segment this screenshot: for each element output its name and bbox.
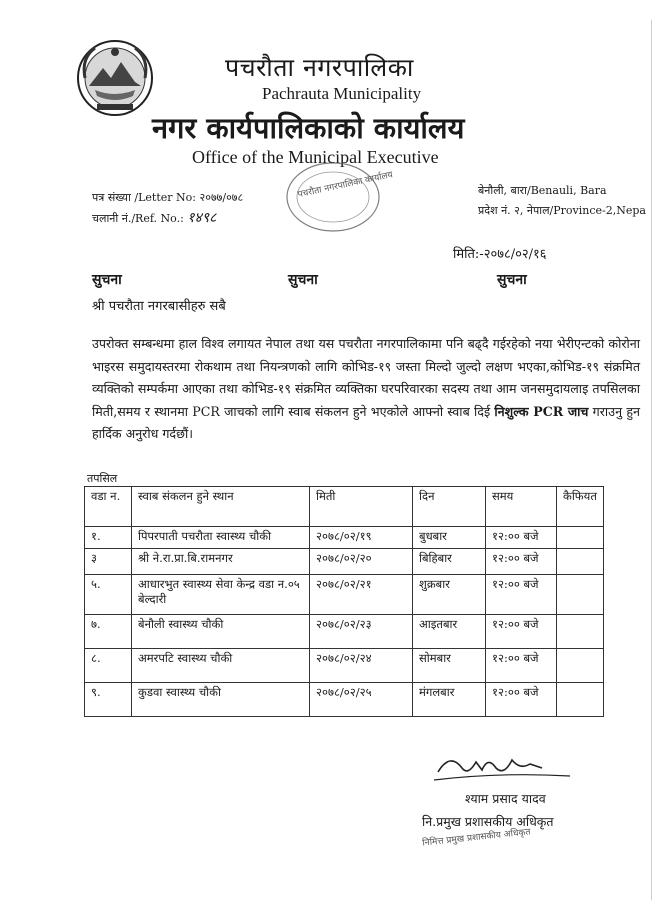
addressee: श्री पचरौता नगरबासीहरु सबै [92, 299, 226, 314]
cell-ward: ९. [85, 683, 132, 717]
header-ward: वडा न. [85, 487, 132, 527]
table-row [85, 575, 604, 615]
ref-no-line [92, 208, 216, 227]
letter-no-label: पत्र संख्या /Letter No: [92, 191, 196, 204]
cell-day: मंगलबार [413, 683, 486, 717]
cell-ward: ५. [85, 575, 132, 615]
municipality-name-nepali: पचरौता नगरपालिका [225, 53, 414, 82]
stamp-text: पचरौता नगरपालिका कार्यालय [296, 170, 394, 201]
table-row [85, 649, 604, 683]
notice-body [92, 333, 640, 446]
cell-ward: १. [85, 527, 132, 549]
municipality-name-english: Pachrauta Municipality [262, 84, 422, 103]
letter-date: मिति:-२०७८/०२/१६ [453, 247, 547, 262]
notice-label-center: सुचना [288, 272, 318, 288]
cell-time: १२:०० बजे [486, 683, 557, 717]
table-row [85, 615, 604, 649]
table-caption: तपसिल [87, 472, 118, 485]
cell-date: २०७८/०२/२४ [310, 649, 413, 683]
nepal-emblem-icon [75, 38, 155, 118]
cell-date: २०७८/०२/२० [310, 549, 413, 575]
header-location: स्वाब संकलन हुने स्थान [132, 487, 310, 527]
cell-time: १२:०० बजे [486, 615, 557, 649]
cell-ward: ७. [85, 615, 132, 649]
cell-date: २०७८/०२/२५ [310, 683, 413, 717]
cell-location: श्री ने.रा.प्रा.बि.रामनगर [132, 549, 310, 575]
cell-location: बेनौली स्वास्थ्य चौकी [132, 615, 310, 649]
cell-date: २०७८/०२/२३ [310, 615, 413, 649]
cell-remarks [557, 575, 604, 615]
cell-remarks [557, 549, 604, 575]
cell-day: शुक्रबार [413, 575, 486, 615]
header-date: मिती [310, 487, 413, 527]
header-time: समय [486, 487, 557, 527]
notice-body-tail: गराउनु हुन हार्दिक अनुरोध गर्दछौं। [92, 403, 640, 441]
cell-time: १२:०० बजे [486, 549, 557, 575]
cell-ward: ८. [85, 649, 132, 683]
header-day: दिन [413, 487, 486, 527]
notice-label-right: सुचना [497, 272, 527, 288]
cell-time: १२:०० बजे [486, 575, 557, 615]
address-line-2: प्रदेश नं. २, नेपाल/Province-2,Nepa [478, 204, 646, 217]
ref-no-label: चलानी नं./Ref. No.: [92, 212, 184, 225]
letter-no-line [92, 190, 243, 205]
cell-time: १२:०० बजे [486, 649, 557, 683]
cell-ward: ३ [85, 549, 132, 575]
notice-body-text: उपरोक्त सम्बन्धमा हाल विश्व लगायत नेपाल तथा यस पचरौता नगरपालिकामा पनि बढ्दै गईरहेको नया भेरीएन्टको कोरोना भाइरस समुदायस्तरमा रोकथाम तथा नियन्त्रणको लागि कोभिड-१९ जस्ता मिल्दो जुल्दो लक्षण भएका,कोभिड-१९ संक्रमित व्यक्तिको सम्पर्कमा आएका तथा कोभिड-१९ संक्रमित व्यक्तिका घरपरिवारका सदस्य तथा आम जनसमुदायलाइ तपसिलका मिती,समय र स्थानमा PCR जाचको लागि स्वाब संकलन हुने भएकोले आफ्नो स्वाब दिई [92, 336, 640, 419]
table-row [85, 549, 604, 575]
cell-date: २०७८/०२/२१ [310, 575, 413, 615]
table-row [85, 683, 604, 717]
cell-remarks [557, 615, 604, 649]
table-row [85, 527, 604, 549]
notice-label-left: सुचना [92, 272, 122, 288]
cell-day: आइतबार [413, 615, 486, 649]
cell-remarks [557, 527, 604, 549]
schedule-table [84, 486, 604, 717]
table-header-row [85, 487, 604, 527]
cell-location: कुडवा स्वास्थ्य चौकी [132, 683, 310, 717]
letter-no-value: २०७७/०७८ [199, 191, 244, 204]
cell-day: बुधबार [413, 527, 486, 549]
office-name-english: Office of the Municipal Executive [192, 147, 439, 167]
cell-location: अमरपटि स्वास्थ्य चौकी [132, 649, 310, 683]
signature [430, 742, 575, 787]
ref-no-value: १४९८ [187, 210, 217, 226]
cell-day: सोमबार [413, 649, 486, 683]
cell-location: पिपरपाती पचरौता स्वास्थ्य चौकी [132, 527, 310, 549]
cell-remarks [557, 649, 604, 683]
address-line-1: बेनौली, बारा/Benauli, Bara [478, 184, 607, 197]
page-edge-shadow [651, 20, 652, 900]
header-remarks: कैफियत [557, 487, 604, 527]
cell-date: २०७८/०२/१९ [310, 527, 413, 549]
cell-remarks [557, 683, 604, 717]
signatory-title: नि.प्रमुख प्रशासकीय अधिकृत [422, 814, 554, 829]
signatory-stamp: निमित्त प्रमुख प्रशासकीय अधिकृत [421, 827, 531, 849]
office-stamp [283, 160, 394, 235]
office-name-nepali: नगर कार्यपालिकाको कार्यालय [152, 111, 465, 145]
cell-location: आधारभुत स्वास्थ्य सेवा केन्द्र वडा न.०५ बेल्दारी [132, 575, 310, 615]
cell-day: बिहिबार [413, 549, 486, 575]
signatory-name: श्याम प्रसाद यादव [465, 791, 546, 806]
notice-body-bold: निशुल्क PCR जाच [494, 403, 589, 419]
cell-time: १२:०० बजे [486, 527, 557, 549]
